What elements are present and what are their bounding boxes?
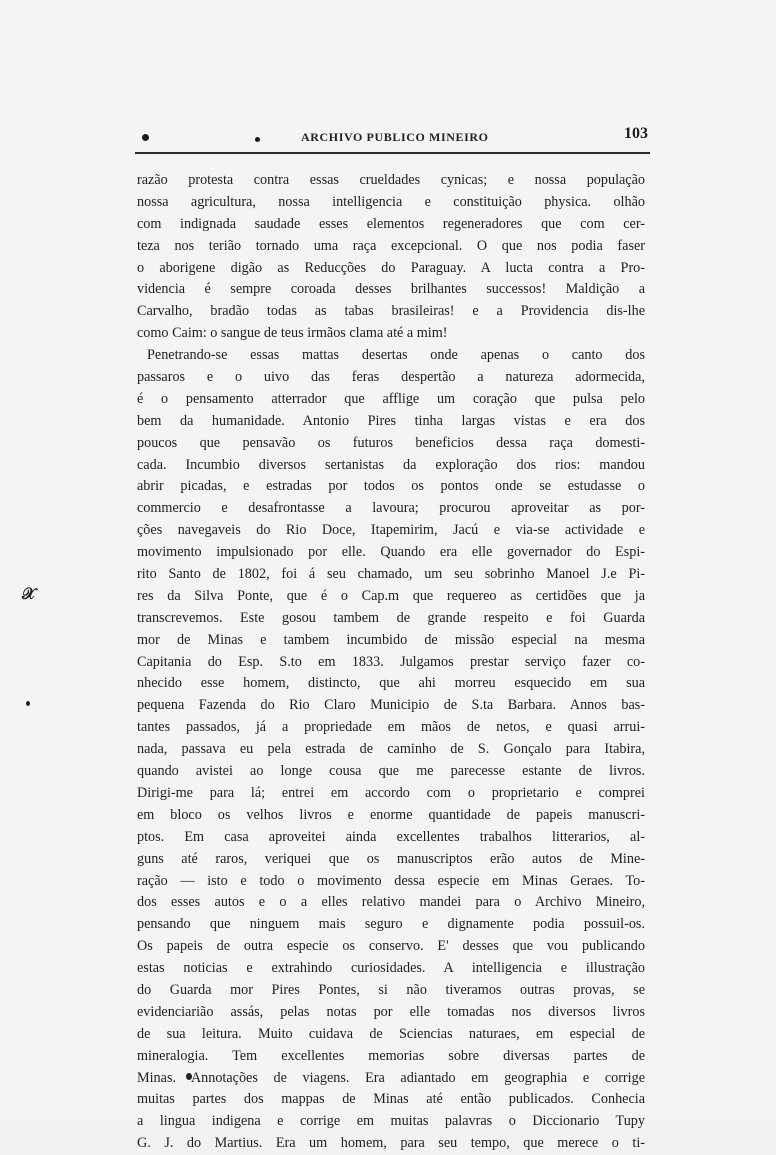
text-line: Os papeis de outra especie os conservo. E' desses que vou publicando xyxy=(137,938,645,955)
text-line: com indignada saudade esses elementos regeneradores que com cer- xyxy=(137,215,645,232)
running-header xyxy=(135,122,650,154)
text-line: commercio e desafrontasse a lavoura; procurou aproveitar as por- xyxy=(137,500,645,517)
text-line: Penetrando-se essas mattas desertas onde apenas o canto dos xyxy=(147,347,645,364)
text-line: cada. Incumbio diversos sertanistas da exploração dos rios: mandou xyxy=(137,456,645,473)
ink-speck xyxy=(26,701,30,706)
text-line: Carvalho, bradão todas as tabas brasileiras! e a Providencia dis-lhe xyxy=(137,303,645,320)
text-line: em bloco os velhos livros e enorme quantidade de papeis manuscri- xyxy=(137,806,645,823)
text-line: Capitania do Esp. S.to em 1833. Julgamos prestar serviço fazer co- xyxy=(137,653,645,670)
text-line: ções navegaveis do Rio Doce, Itapemirim, Jacú e via-se actividade e xyxy=(137,522,645,539)
margin-mark: 𝒳 xyxy=(22,586,36,603)
text-line: a lingua indigena e corrige em muitas palavras o Diccionario Tupy xyxy=(137,1113,645,1130)
text-line: nada, passava eu pela estrada de caminho de S. Gonçalo para Itabira, xyxy=(137,741,645,758)
text-line: abrir picadas, e estradas por todos os pontos onde se estudasse o xyxy=(137,478,645,495)
text-line: res da Silva Ponte, que é o Cap.m que requereo as certidões que ja xyxy=(137,587,645,604)
text-line: Dirigi-me para lá; entrei em accordo com o proprietario e comprei xyxy=(137,784,645,801)
text-line: quando avistei ao longe cousa que me parecesse estante de livros. xyxy=(137,763,645,780)
text-line: muitas partes dos mappas de Minas até então publicados. Conhecia xyxy=(137,1091,645,1108)
text-line: nhecido esse homem, distincto, que ahi morreu esquecido em sua xyxy=(137,675,645,692)
text-line: do Guarda mor Pires Pontes, si não tiveramos outras provas, se xyxy=(137,981,645,998)
text-line: evidenciarião assás, pelas notas por elle tomadas nos diversos livros xyxy=(137,1003,645,1020)
text-line: tantes passados, já a propriedade em mãos de netos, e quasi arrui- xyxy=(137,719,645,736)
body-text xyxy=(137,170,645,1155)
text-line: poucos que pensavão os futuros beneficios dessa raça domesti- xyxy=(137,434,645,451)
text-line: pequena Fazenda do Rio Claro Municipio de S.ta Barbara. Annos bas- xyxy=(137,697,645,714)
text-line: mor de Minas e tambem incumbido de missão especial na mesma xyxy=(137,631,645,648)
header-bullet-icon xyxy=(142,134,149,141)
text-line: mineralogia. Tem excellentes memorias sobre diversas partes de xyxy=(137,1047,645,1064)
text-line: como Caim: o sangue de teus irmãos clama até a mim! xyxy=(137,325,448,342)
text-line: ração — isto e todo o movimento dessa especie em Minas Geraes. To- xyxy=(137,872,645,889)
text-line: Minas. Annotações de viagens. Era adiantado em geographia e corrige xyxy=(137,1069,645,1086)
page-number: 103 xyxy=(624,125,648,142)
text-line: razão protesta contra essas crueldades cynicas; e nossa população xyxy=(137,172,645,188)
header-dot-icon xyxy=(255,137,260,142)
text-line: o aborigene digão as Reducções do Paraguay. A lucta contra a Pro- xyxy=(137,259,645,276)
text-line: estas noticias e extrahindo curiosidades. A intelligencia e illustração xyxy=(137,960,645,977)
text-line: transcrevemos. Este gosou tambem de grande respeito e foi Guarda xyxy=(137,609,645,626)
text-line: ptos. Em casa aproveitei ainda excellentes trabalhos litterarios, al- xyxy=(137,828,645,845)
text-line: G. J. do Martius. Era um homem, para seu tempo, que merece o ti- xyxy=(137,1135,645,1152)
text-line: bem da humanidade. Antonio Pires tinha largas vistas e era dos xyxy=(137,412,645,429)
text-line: teza nos terião tornado uma raça excepcional. O que nos podia faser xyxy=(137,237,645,254)
running-title: ARCHIVO PUBLICO MINEIRO xyxy=(301,130,489,144)
text-line: dos esses autos e o a elles relativo mandei para o Archivo Mineiro, xyxy=(137,894,645,911)
text-line: videncia é sempre coroada desses brilhantes successos! Maldição a xyxy=(137,281,645,298)
text-line: nossa agricultura, nossa intelligencia e constituição physica. olhão xyxy=(137,193,645,210)
text-line: de sua leitura. Muito cuidava de Sciencias naturaes, em especial de xyxy=(137,1025,645,1042)
text-line: guns até raros, veriquei que os manuscriptos erão autos de Mine- xyxy=(137,850,645,867)
text-line: é o pensamento atterrador que afflige um coração que pulsa pelo xyxy=(137,390,645,407)
text-line: pensando que ninguem mais seguro e dignamente podia possuil-os. xyxy=(137,916,645,933)
text-line: movimento impulsionado por elle. Quando era elle governador do Espi- xyxy=(137,544,645,561)
text-line: passaros e o uivo das feras despertão a natureza adormecida, xyxy=(137,369,645,386)
text-line: rito Santo de 1802, foi á seu chamado, um seu sobrinho Manoel J.e Pi- xyxy=(137,566,645,583)
